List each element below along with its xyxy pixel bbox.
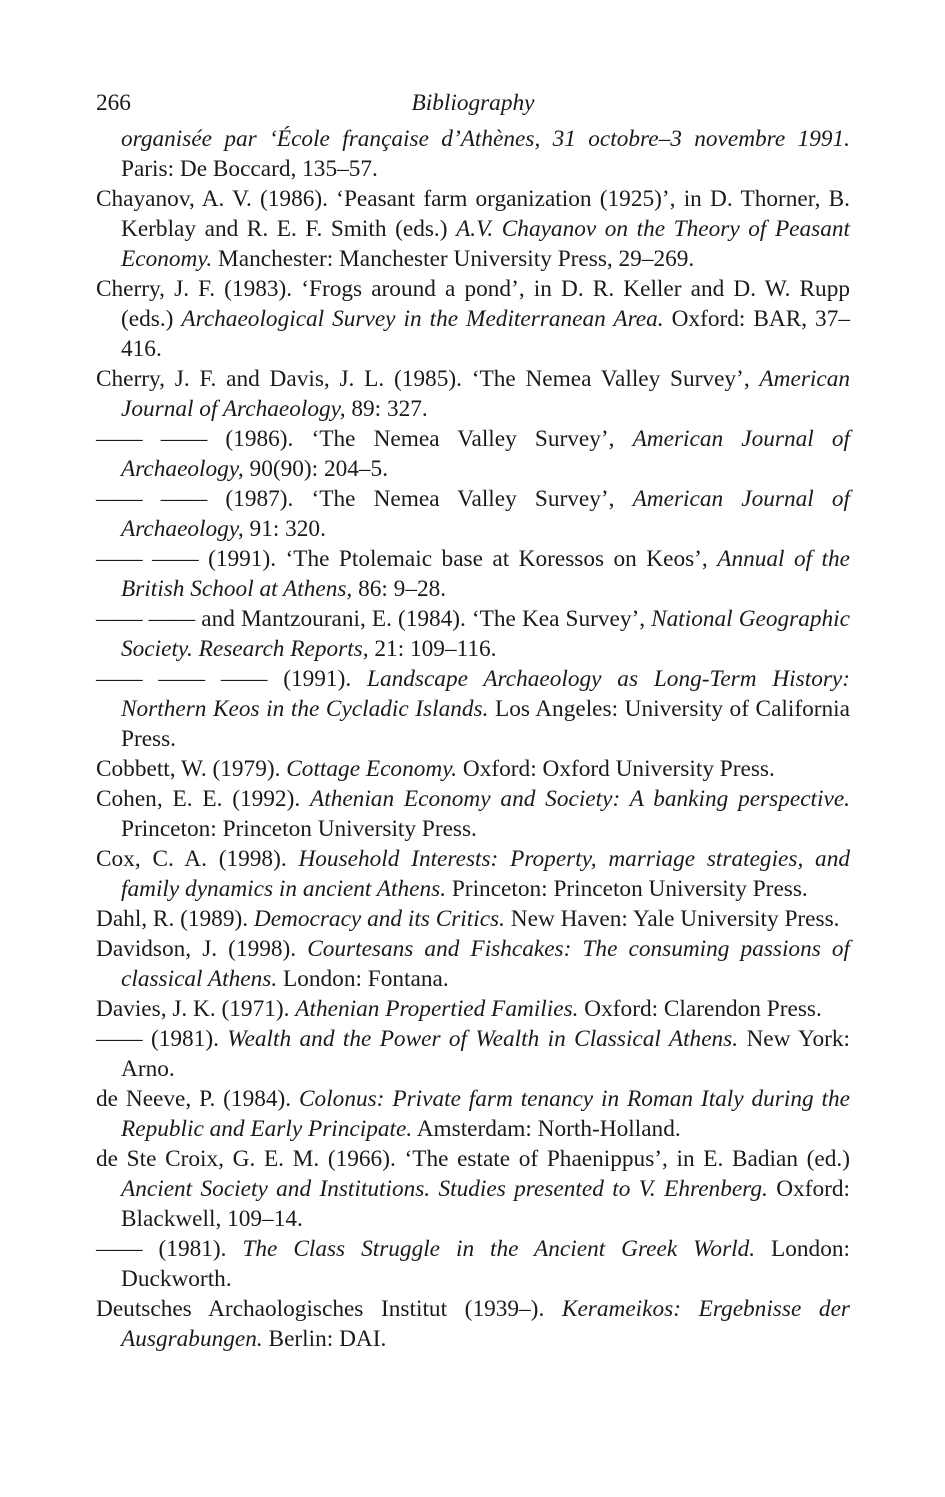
bibliography-entry <box>96 1024 850 1084</box>
entry-title: American Journal of Archaeology, <box>121 486 850 542</box>
entry-title: Wealth and the Power of Wealth in Classical Athens. <box>227 1026 739 1052</box>
entry-text: Oxford: Oxford University Press. <box>457 756 775 782</box>
bibliography-entry <box>96 544 850 604</box>
entry-title: Courtesans and Fishcakes: The consuming passions of classical Athens. <box>121 936 850 992</box>
bibliography-entry <box>96 1144 850 1234</box>
entry-title: Cottage Economy. <box>286 756 458 782</box>
entry-text: —— (1981). <box>96 1026 228 1052</box>
entry-text: 86: 9–28. <box>352 576 447 602</box>
entry-text: Oxford: Blackwell, 109–14. <box>121 1176 850 1232</box>
entry-text: Oxford: Clarendon Press. <box>578 996 822 1022</box>
entry-text: New York: Arno. <box>121 1026 850 1082</box>
bibliography-entry <box>96 1294 850 1354</box>
entry-title: The Class Struggle in the Ancient Greek World. <box>242 1236 756 1262</box>
bibliography-entry <box>96 484 850 544</box>
entry-title: Landscape Archaeology as Long-Term History: Northern Keos in the Cycladic Islands. <box>121 666 851 722</box>
entry-text: 90(90): 204–5. <box>243 456 389 482</box>
entry-title: Archaeological Survey in the Mediterranean Area. <box>181 306 664 332</box>
bibliography-entry <box>96 1234 850 1294</box>
entry-text: Manchester: Manchester University Press, 29–269. <box>212 246 695 272</box>
entry-title: Kerameikos: Ergebnisse der Ausgrabungen. <box>121 1296 850 1352</box>
bibliography-entry-continued <box>96 124 850 184</box>
entry-text: Davidson, J. (1998). <box>96 936 308 962</box>
entry-text: London: Duckworth. <box>121 1236 850 1292</box>
entry-text: —— —— and Mantzourani, E. (1984). ‘The Kea Survey’, <box>96 606 652 632</box>
entry-text: New Haven: Yale University Press. <box>504 906 840 932</box>
entry-text: —— —— (1986). ‘The Nemea Valley Survey’, <box>96 426 633 452</box>
book-page <box>96 88 850 1354</box>
entry-text: 91: 320. <box>243 516 326 542</box>
entry-text: Paris: De Boccard, 135–57. <box>121 156 378 182</box>
entry-text: London: Fontana. <box>277 966 449 992</box>
entry-text: —— —— (1991). ‘The Ptolemaic base at Koressos on Keos’, <box>96 546 718 572</box>
entry-title: American Journal of Archaeology, <box>121 366 850 422</box>
entry-text: Cobbett, W. (1979). <box>96 756 287 782</box>
entry-text: —— —— —— (1991). <box>96 666 367 692</box>
entry-text: Cherry, J. F. (1983). ‘Frogs around a pond’, in D. R. Keller and D. W. Rupp (eds.) <box>96 276 850 332</box>
bibliography-entry <box>96 904 850 934</box>
entry-title: Athenian Propertied Families. <box>295 996 579 1022</box>
entry-title: American Journal of Archaeology, <box>121 426 850 482</box>
entry-title: Colonus: Private farm tenancy in Roman Italy during the Republic and Early Principate. <box>121 1086 850 1142</box>
entry-text: de Ste Croix, G. E. M. (1966). ‘The estate of Phaenippus’, in E. Badian (ed.) <box>96 1146 850 1172</box>
bibliography-entry <box>96 274 850 364</box>
entry-text: Deutsches Archaologisches Institut (1939–). <box>96 1296 562 1322</box>
bibliography-entry <box>96 844 850 904</box>
entry-text: —— (1981). <box>96 1236 243 1262</box>
entry-text: de Neeve, P. (1984). <box>96 1086 300 1112</box>
entry-title: Democracy and its Critics. <box>253 906 505 932</box>
entry-title: Athenian Economy and Society: A banking perspective. <box>309 786 851 812</box>
entry-title: A.V. Chayanov on the Theory of Peasant Economy. <box>121 216 851 272</box>
entry-text: Cohen, E. E. (1992). <box>96 786 310 812</box>
bibliography-entry <box>96 754 850 784</box>
entry-text: Davies, J. K. (1971). <box>96 996 296 1022</box>
bibliography-entry <box>96 364 850 424</box>
entry-text: Oxford: BAR, 37–416. <box>121 306 851 362</box>
bibliography-entry <box>96 604 850 664</box>
bibliography-entry <box>96 784 850 844</box>
entry-title: Household Interests: Property, marriage strategies, and family dynamics in ancient Athens. <box>121 846 850 902</box>
entry-title: organisée par ‘École française d’Athènes, 31 octobre–3 novembre 1991. <box>121 126 850 152</box>
entry-title: Ancient Society and Institutions. Studies presented to V. Ehrenberg. <box>121 1176 768 1202</box>
entry-text: 21: 109–116. <box>368 636 497 662</box>
page-header <box>96 88 850 124</box>
entry-text: Princeton: Princeton University Press. <box>446 876 808 902</box>
entry-title: National Geographic Society. Research Reports, <box>121 606 850 662</box>
entry-title: Annual of the British School at Athens, <box>121 546 851 602</box>
running-head: Bibliography <box>411 90 535 116</box>
entry-text: Amsterdam: North-Holland. <box>412 1116 681 1142</box>
page-number: 266 <box>96 90 131 116</box>
entry-text: Chayanov, A. V. (1986). ‘Peasant farm organization (1925)’, in D. Thorner, B. Kerblay and R. E. F. Smith (eds.) <box>96 186 850 242</box>
bibliography-entry <box>96 934 850 994</box>
bibliography-entry <box>96 1084 850 1144</box>
entry-text: Cherry, J. F. and Davis, J. L. (1985). ‘The Nemea Valley Survey’, <box>96 366 760 392</box>
entry-text: Los Angeles: University of California Press. <box>121 696 850 752</box>
bibliography-list <box>96 124 850 1354</box>
bibliography-entry <box>96 184 850 274</box>
bibliography-entry <box>96 424 850 484</box>
entry-text: —— —— (1987). ‘The Nemea Valley Survey’, <box>96 486 633 512</box>
entry-text: Princeton: Princeton University Press. <box>121 816 477 842</box>
entry-text: Berlin: DAI. <box>262 1326 387 1352</box>
entry-text: Cox, C. A. (1998). <box>96 846 299 872</box>
entry-text: 89: 327. <box>345 396 428 422</box>
entry-text: Dahl, R. (1989). <box>96 906 254 932</box>
bibliography-entry <box>96 994 850 1024</box>
bibliography-entry <box>96 664 850 754</box>
